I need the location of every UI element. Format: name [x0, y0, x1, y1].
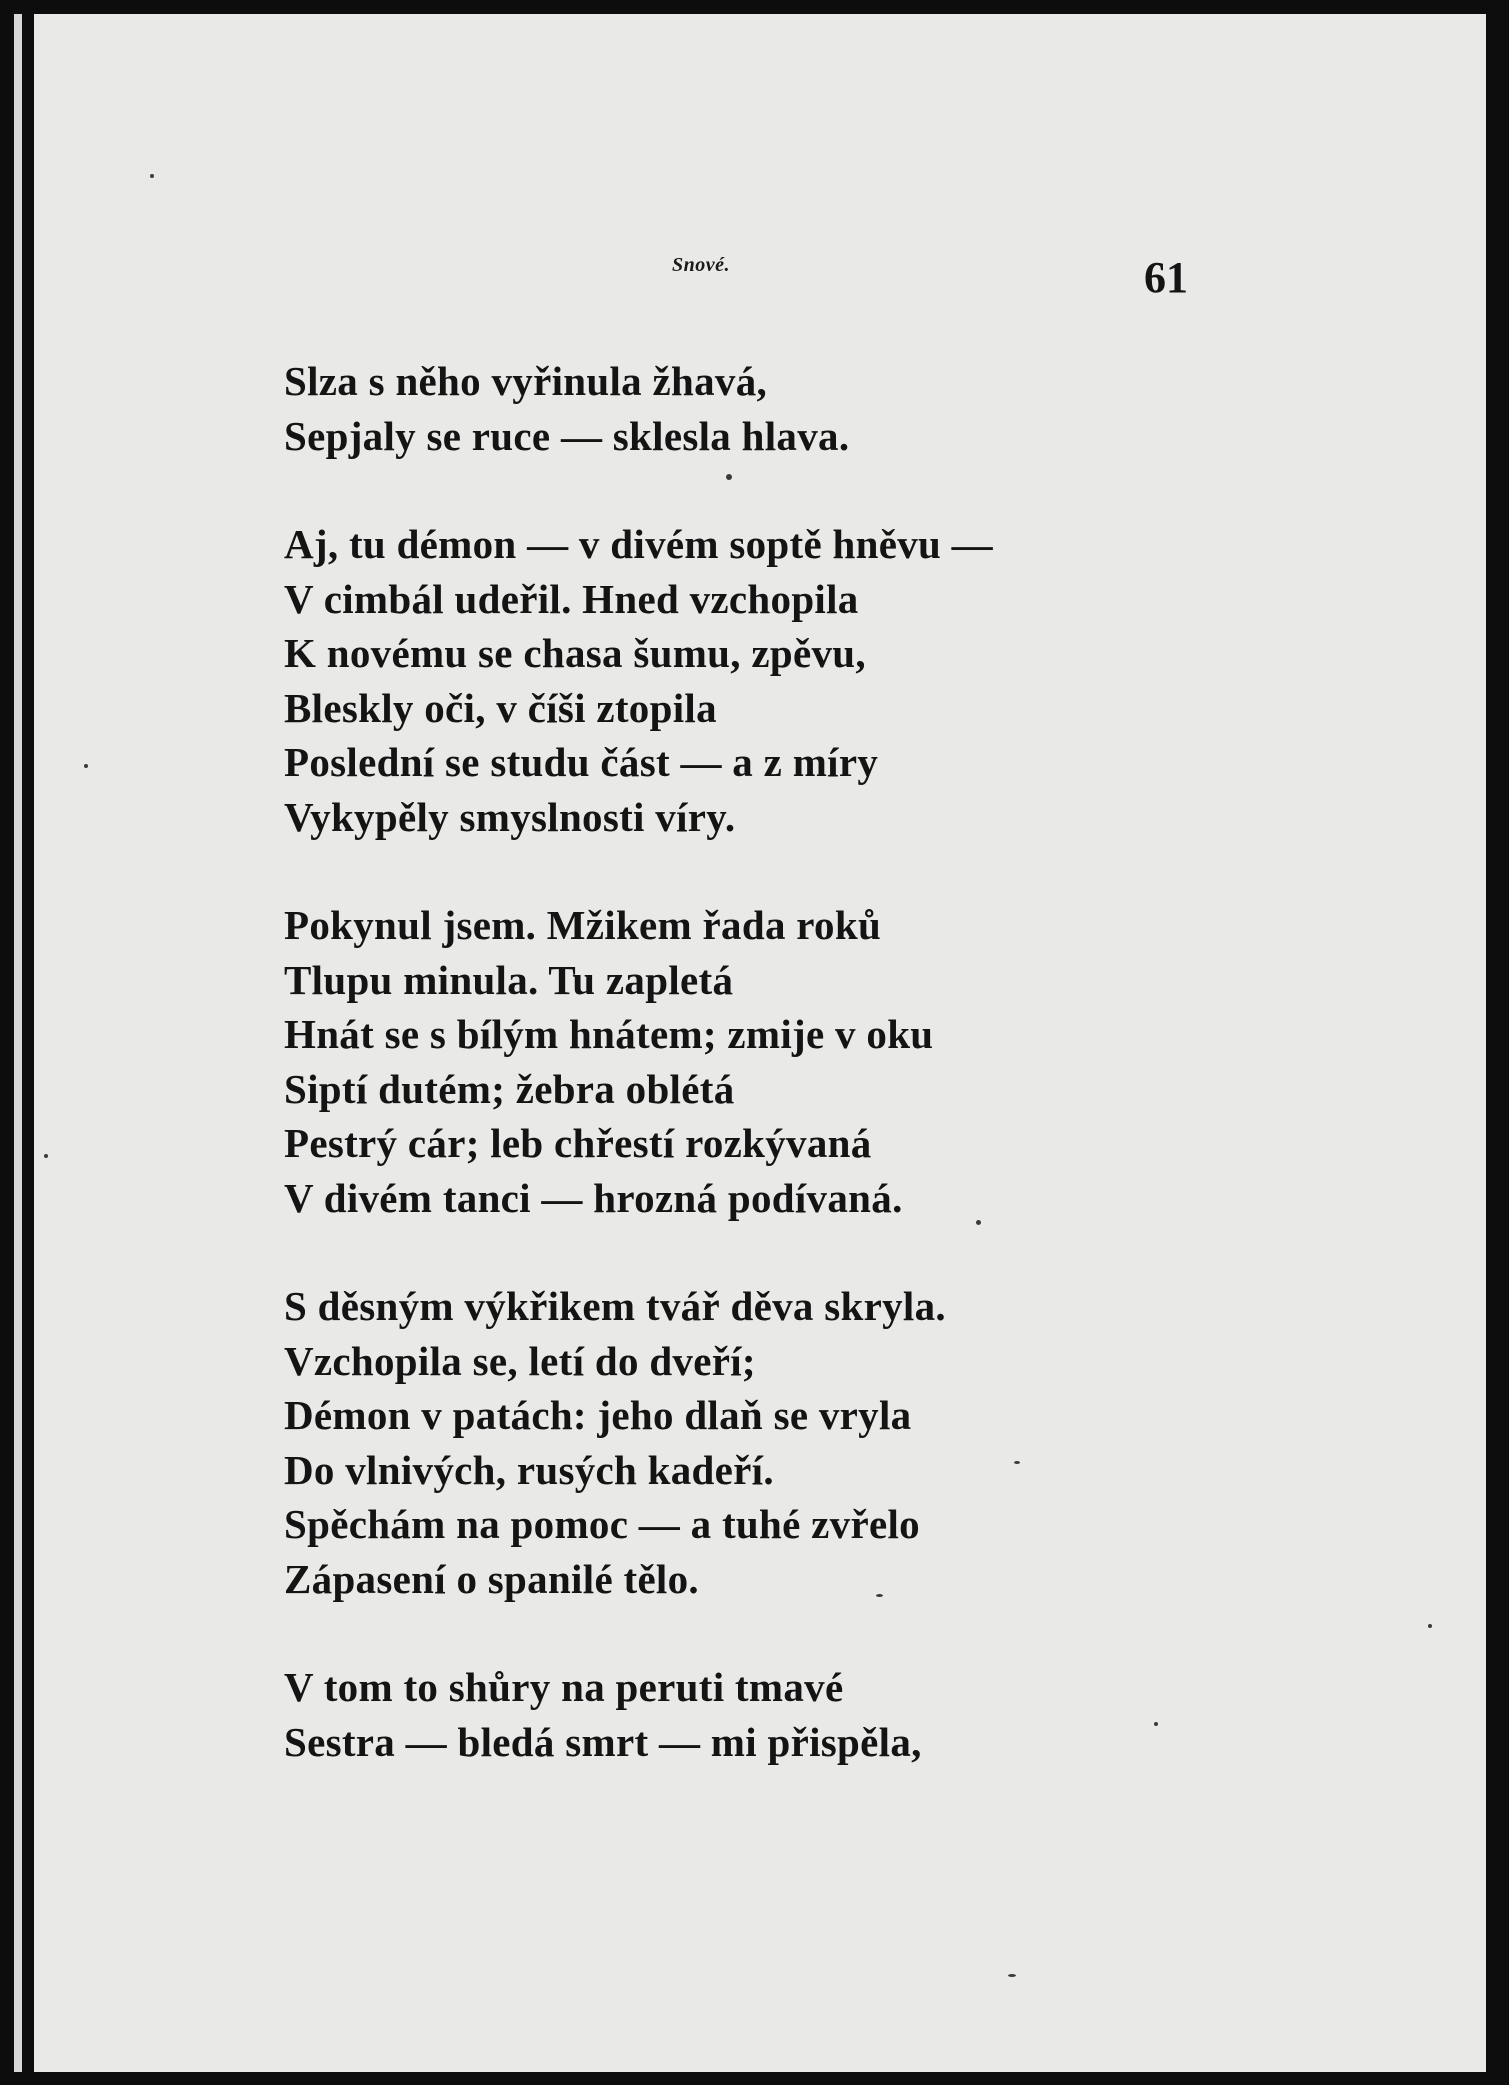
- poem-line: Vzchopila se, letí do dveří;: [284, 1337, 756, 1384]
- scan-speck: [1428, 1624, 1432, 1628]
- scan-speck: [1014, 1461, 1020, 1464]
- page-binding-edge: [0, 14, 34, 2072]
- running-head: Snové.: [672, 254, 730, 276]
- poem-line: Aj, tu démon — v divém soptě hněvu —: [284, 521, 993, 567]
- poem-body: [284, 354, 993, 1769]
- poem-line: V tom to shůry na peruti tmavé: [284, 1664, 844, 1710]
- stanza: [284, 1660, 993, 1769]
- stanza: [284, 517, 993, 844]
- scan-speck: [976, 1220, 981, 1225]
- scan-speck: [1008, 1974, 1016, 1977]
- poem-line: Slza s něho vyřinula žhavá,: [284, 358, 768, 404]
- poem-line: Spěchám na pomoc — a tuhé zvřelo: [284, 1501, 920, 1547]
- scan-speck: [44, 1154, 48, 1158]
- poem-line: Vykypěly smyslnosti víry.: [284, 793, 736, 840]
- book-page: [34, 14, 1486, 2072]
- scan-speck: [876, 1594, 883, 1597]
- stanza: [284, 898, 993, 1225]
- poem-line: Hnát se s bílým hnátem; zmije v oku: [284, 1011, 934, 1057]
- scan-speck: [726, 474, 732, 480]
- poem-line: S děsným výkřikem tvář děva skryla.: [284, 1283, 946, 1329]
- poem-line: Sestra — bledá smrt — mi přispěla,: [284, 1718, 922, 1765]
- stanza: [284, 354, 993, 463]
- poem-line: V cimbál udeřil. Hned vzchopila: [284, 575, 859, 622]
- poem-line: Siptí dutém; žebra oblétá: [284, 1065, 735, 1112]
- poem-line: Démon v patách: jeho dlaň se vryla: [284, 1392, 912, 1438]
- scan-speck: [84, 764, 88, 768]
- poem-line: K novému se chasa šumu, zpěvu,: [284, 630, 866, 676]
- poem-line: Zápasení o spanilé tělo.: [284, 1555, 699, 1602]
- page-number: 61: [1144, 253, 1188, 302]
- poem-line: Sepjaly se ruce — sklesla hlava.: [284, 412, 850, 459]
- scan-speck: [1154, 1722, 1158, 1726]
- poem-line: Bleskly oči, v číši ztopila: [284, 684, 717, 731]
- poem-line: Pokynul jsem. Mžikem řada roků: [284, 902, 882, 948]
- poem-line: Poslední se studu část — a z míry: [284, 739, 879, 785]
- poem-line: V divém tanci — hrozná podívaná.: [284, 1174, 903, 1221]
- scan-speck: [150, 174, 154, 178]
- stanza: [284, 1279, 993, 1606]
- poem-line: Do vlnivých, rusých kadeří.: [284, 1446, 774, 1493]
- poem-line: Pestrý cár; leb chřestí rozkývaná: [284, 1120, 872, 1166]
- poem-line: Tlupu minula. Tu zapletá: [284, 956, 734, 1003]
